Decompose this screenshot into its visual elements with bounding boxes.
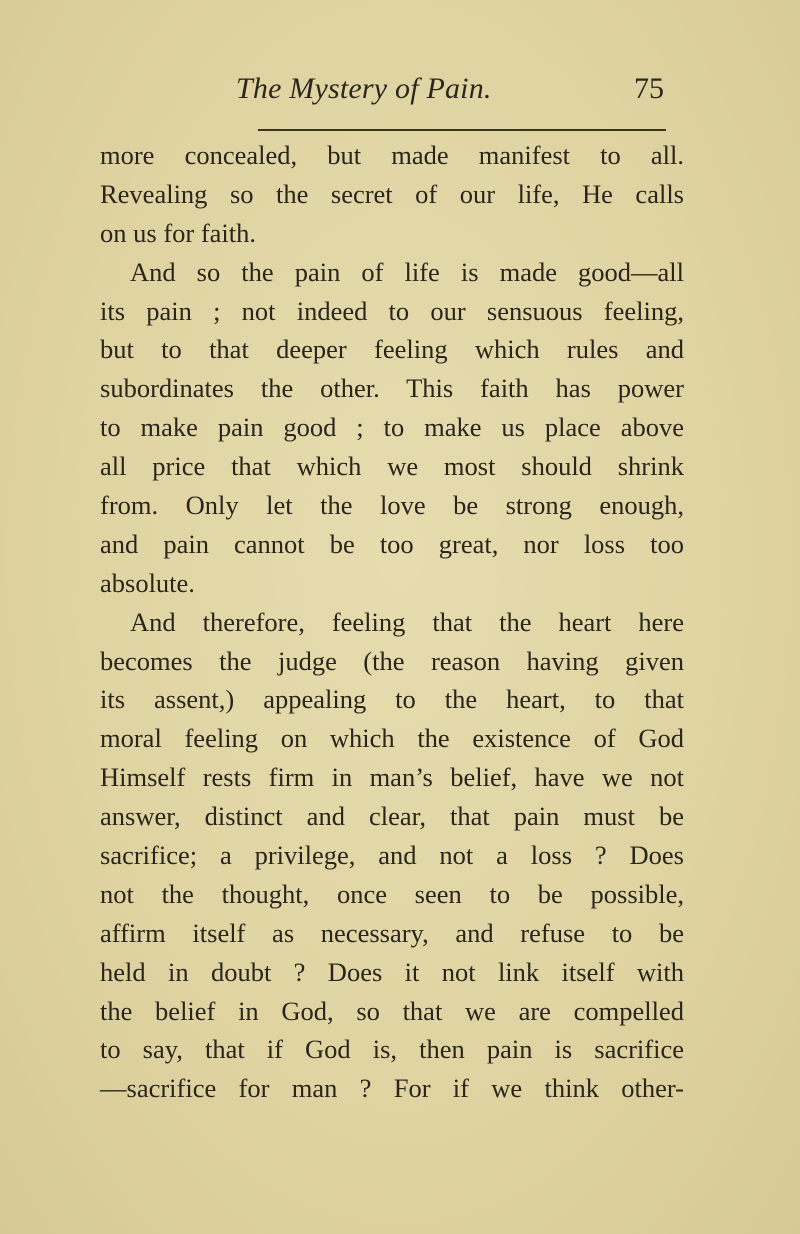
text-line: And so the pain of life is made good—all: [130, 256, 684, 287]
text-line: —sacrifice for man ? For if we think other-: [100, 1073, 684, 1104]
text-line: to say, that if God is, then pain is sacrifice: [100, 1034, 684, 1065]
text-line: Revealing so the secret of our life, He calls: [100, 178, 684, 209]
page-header: [236, 72, 664, 116]
text-line: its pain ; not indeed to our sensuous feeling,: [100, 295, 684, 326]
text-line: its assent,) appealing to the heart, to that: [100, 684, 684, 715]
text-line: answer, distinct and clear, that pain must be: [100, 801, 684, 832]
text-line: and pain cannot be too great, nor loss too: [100, 528, 684, 559]
text-line: but to that deeper feeling which rules and: [100, 334, 684, 365]
text-line: held in doubt ? Does it not link itself with: [100, 956, 684, 987]
text-line: affirm itself as necessary, and refuse to be: [100, 917, 684, 948]
text-line: absolute.: [100, 567, 195, 598]
text-line: becomes the judge (the reason having given: [100, 645, 684, 676]
text-line: not the thought, once seen to be possible,: [100, 878, 684, 909]
text-line: sacrifice; a privilege, and not a loss ? Does: [100, 840, 684, 871]
running-title: The Mystery of Pain.: [236, 72, 492, 105]
text-line: subordinates the other. This faith has power: [100, 373, 684, 404]
text-line: Himself rests firm in man’s belief, have we not: [100, 762, 684, 793]
text-line: And therefore, feeling that the heart here: [130, 606, 684, 637]
page-number: 75: [634, 72, 664, 105]
header-rule: [258, 129, 666, 131]
text-line: more concealed, but made manifest to all.: [100, 140, 684, 170]
body-text: [100, 136, 684, 1108]
text-line: on us for faith.: [100, 217, 257, 248]
text-line: to make pain good ; to make us place above: [100, 412, 684, 443]
text-line: all price that which we most should shrink: [100, 451, 684, 482]
text-line: the belief in God, so that we are compelled: [100, 995, 684, 1026]
text-line: from. Only let the love be strong enough,: [100, 490, 684, 521]
text-line: moral feeling on which the existence of God: [100, 723, 684, 754]
